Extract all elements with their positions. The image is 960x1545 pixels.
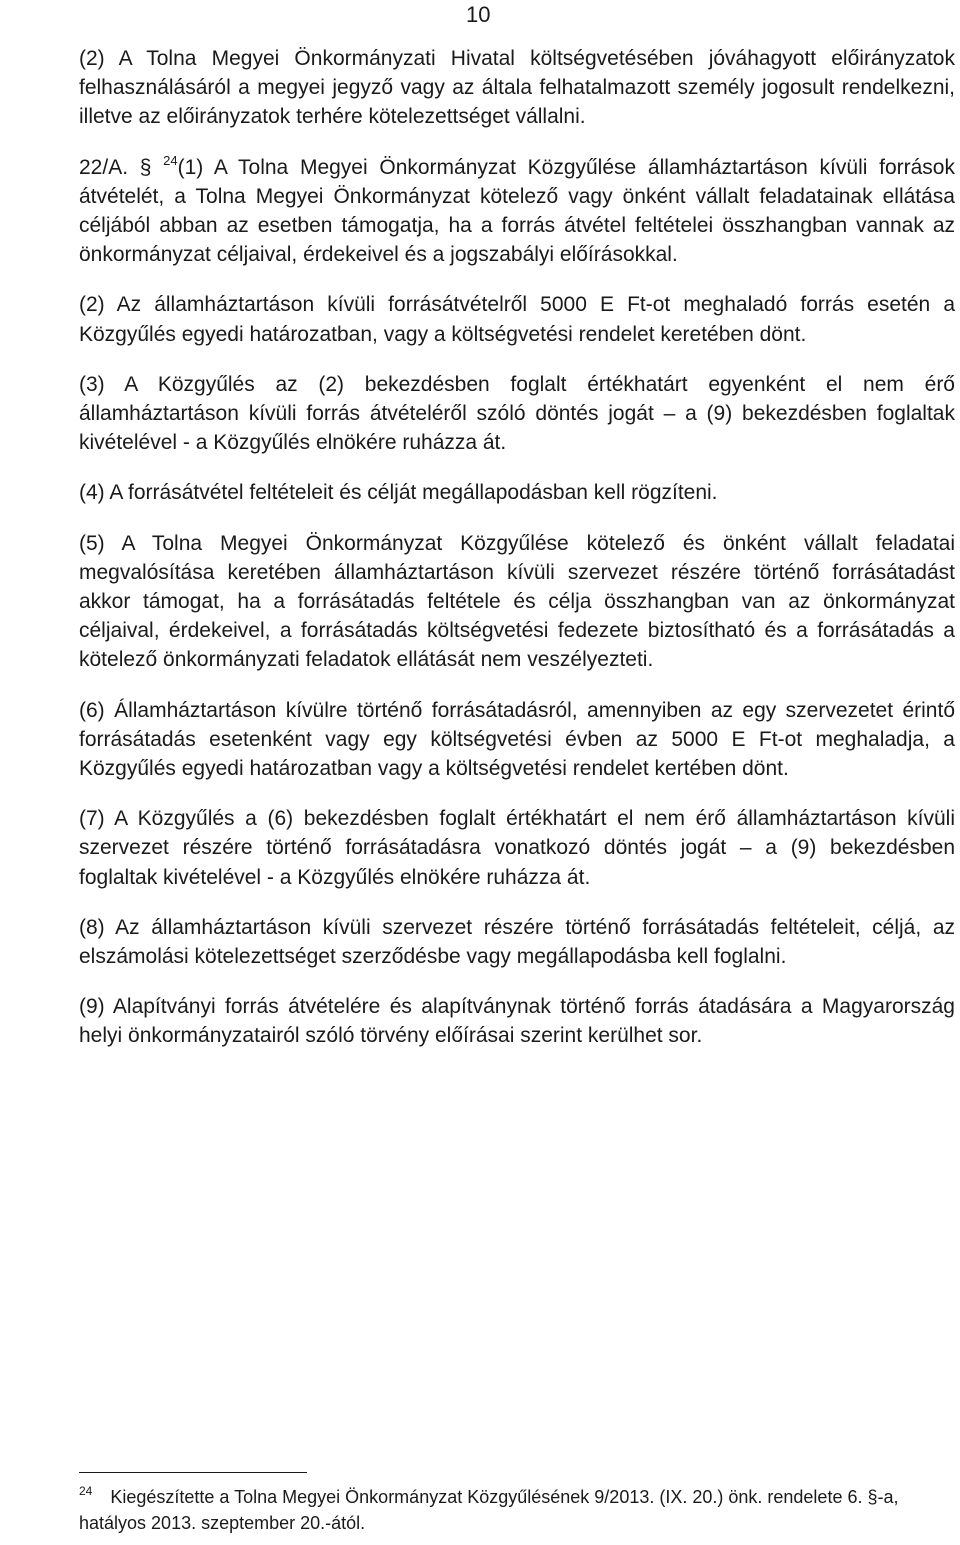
paragraph-7: (7) A Közgyűlés a (6) bekezdésben foglalt értékhatárt el nem érő államháztartáson kívüli szervezet részére történő forrásátadásra vonatkozó döntés jogát – a (9) bekezdésben foglaltak kivételével - a Közgyűlés elnökére ruházza át.	[79, 807, 955, 889]
footnote-divider	[79, 1472, 307, 1473]
footnote	[79, 1484, 955, 1536]
section-22a-paragraph-1	[79, 153, 955, 270]
paragraph-2-hivatal: (2) A Tolna Megyei Önkormányzati Hivatal költségvetésében jóváhagyott előirányzatok felhasználásáról a megyei jegyző vagy az általa felhatalmazott személy jogosult rendelkezni, illetve az előirányzatok terhére kötelezettséget vállalni.	[79, 47, 955, 129]
paragraph-5: (5) A Tolna Megyei Önkormányzat Közgyűlése kötelező és önként vállalt feladatai megvalósítása keretében államháztartáson kívüli szervezet részére történő forrásátadást akkor támogat, ha a forrásátadás feltétele és célja összhangban van az önkormányzat céljaival, érdekeivel, a forrásátadás költségvetési fedezete biztosítható és a forrásátadás a kötelező önkormányzati feladatok ellátását nem veszélyezteti.	[79, 531, 955, 672]
footnote-mark: 24	[79, 1484, 93, 1498]
section-text: (1) A Tolna Megyei Önkormányzat Közgyűlése államháztartáson kívüli források átvételét, a Tolna Megyei Önkormányzat kötelező vagy önként vállalt feladatainak ellátása céljából abban az esetben támogatja, ha a forrás átvétel feltételei összhangban vannak az önkormányzat céljaival, érdekeivel és a jogszabályi előírásokkal.	[79, 155, 955, 267]
section-label: 22/A. §	[79, 155, 152, 179]
paragraph-2: (2) Az államháztartáson kívüli forrásátvételről 5000 E Ft-ot meghaladó forrás esetén a Közgyűlés egyedi határozatban, vagy a költségvetési rendelet keretében dönt.	[79, 293, 955, 346]
paragraph-8: (8) Az államháztartáson kívüli szervezet részére történő forrásátadás feltételeit, céljá, az elszámolási kötelezettséget szerződésbe vagy megállapodásba kell foglalni.	[79, 915, 955, 969]
paragraph-3: (3) A Közgyűlés az (2) bekezdésben foglalt értékhatárt egyenként el nem érő államháztartáson kívüli forrás átvételéről szóló döntés jogát – a (9) bekezdésben foglaltak kivételével - a Közgyűlés elnökére ruházza át.	[79, 372, 955, 455]
footnote-reference[interactable]: 24	[163, 152, 178, 168]
page-number: 10	[466, 2, 491, 27]
document-body	[79, 44, 955, 1072]
paragraph-9: (9) Alapítványi forrás átvételére és alapítványnak történő forrás átadására a Magyarország helyi önkormányzatairól szóló törvény előírásai szerint kerülhet sor.	[79, 995, 955, 1048]
paragraph-6: (6) Államháztartáson kívülre történő forrásátadásról, amennyiben az egy szervezetet érintő forrásátadás esetenként vagy egy költségvetési évben az 5000 E Ft-ot meghaladja, a Közgyűlés egyedi határozatban vagy a költségvetési rendelet kertében dönt.	[79, 698, 955, 781]
paragraph-4: (4) A forrásátvétel feltételeit és célját megállapodásban kell rögzíteni.	[79, 481, 718, 505]
footnote-text: Kiegészítette a Tolna Megyei Önkormányzat Közgyűlésének 9/2013. (IX. 20.) önk. rendelete 6. §-a, hatályos 2013. szeptember 20.-ától.	[79, 1487, 899, 1533]
